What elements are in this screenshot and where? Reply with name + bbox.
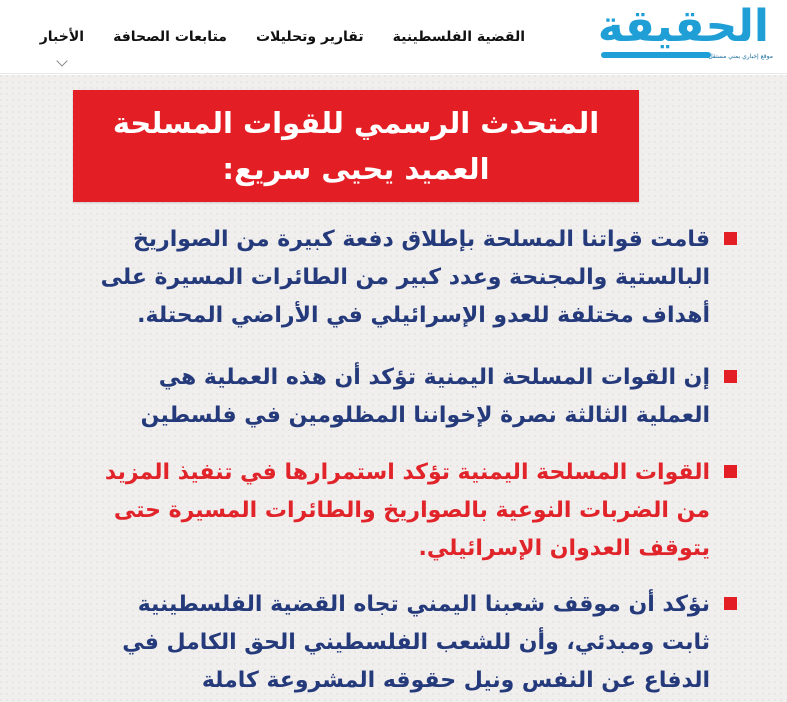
nav-item-news[interactable] <box>40 29 84 45</box>
nav-item-label: تقارير وتحليلات <box>255 29 364 45</box>
nav-item-palestine[interactable] <box>393 29 525 45</box>
nav-item-label: الأخبار <box>39 29 85 45</box>
statement-line: البالستية والمجنحة وعدد كبير من الطائرات المسيرة على <box>100 265 710 290</box>
statement-line: من الضربات النوعية بالصواريخ والطائرات المسيرة حتى <box>113 498 710 523</box>
article-image <box>0 75 787 702</box>
headline-title: المتحدث الرسمي للقوات المسلحة <box>112 106 600 140</box>
statement-line: نؤكد أن موقف شعبنا اليمني تجاه القضية الفلسطينية <box>137 592 710 617</box>
bullet-square-icon <box>724 465 737 478</box>
statement-line: يتوقف العدوان الإسرائيلي. <box>418 536 710 561</box>
logo-underline <box>601 52 711 58</box>
statement-line: ثابت ومبدئي، وأن للشعب الفلسطيني الحق الكامل في <box>122 630 710 655</box>
logo-wordmark: الحقيقة <box>597 1 769 52</box>
bullet-square-icon <box>724 370 737 383</box>
site-header <box>0 0 787 74</box>
nav-item-label: القضية الفلسطينية <box>392 29 525 45</box>
bullet-square-icon <box>724 232 737 245</box>
statement-line: قامت قواتنا المسلحة بإطلاق دفعة كبيرة من الصواريخ <box>132 227 710 252</box>
nav-item-reports[interactable] <box>256 29 364 45</box>
bullet-square-icon <box>724 597 737 610</box>
headline-box <box>73 90 639 202</box>
statement-line: أهداف مختلفة للعدو الإسرائيلي في الأراضي المحتلة. <box>137 303 710 328</box>
headline-subtitle: العميد يحيى سريع: <box>222 152 490 186</box>
main-nav <box>40 0 525 74</box>
nav-item-label: متابعات الصحافة <box>113 29 227 45</box>
statement-line: إن القوات المسلحة اليمنية تؤكد أن هذه العملية هي <box>158 365 710 390</box>
nav-item-press[interactable] <box>113 29 227 45</box>
statement-line: العملية الثالثة نصرة لإخواننا المظلومين في فلسطين <box>140 403 710 428</box>
statement-line: القوات المسلحة اليمنية تؤكد استمرارها في تنفيذ المزيد <box>104 460 710 485</box>
statement-line: الدفاع عن النفس ونيل حقوقه المشروعة كاملة <box>201 668 710 693</box>
chevron-down-icon <box>56 55 67 66</box>
logo-tagline: موقع إخباري يمني مستقل <box>708 53 773 60</box>
site-logo[interactable] <box>597 1 775 66</box>
